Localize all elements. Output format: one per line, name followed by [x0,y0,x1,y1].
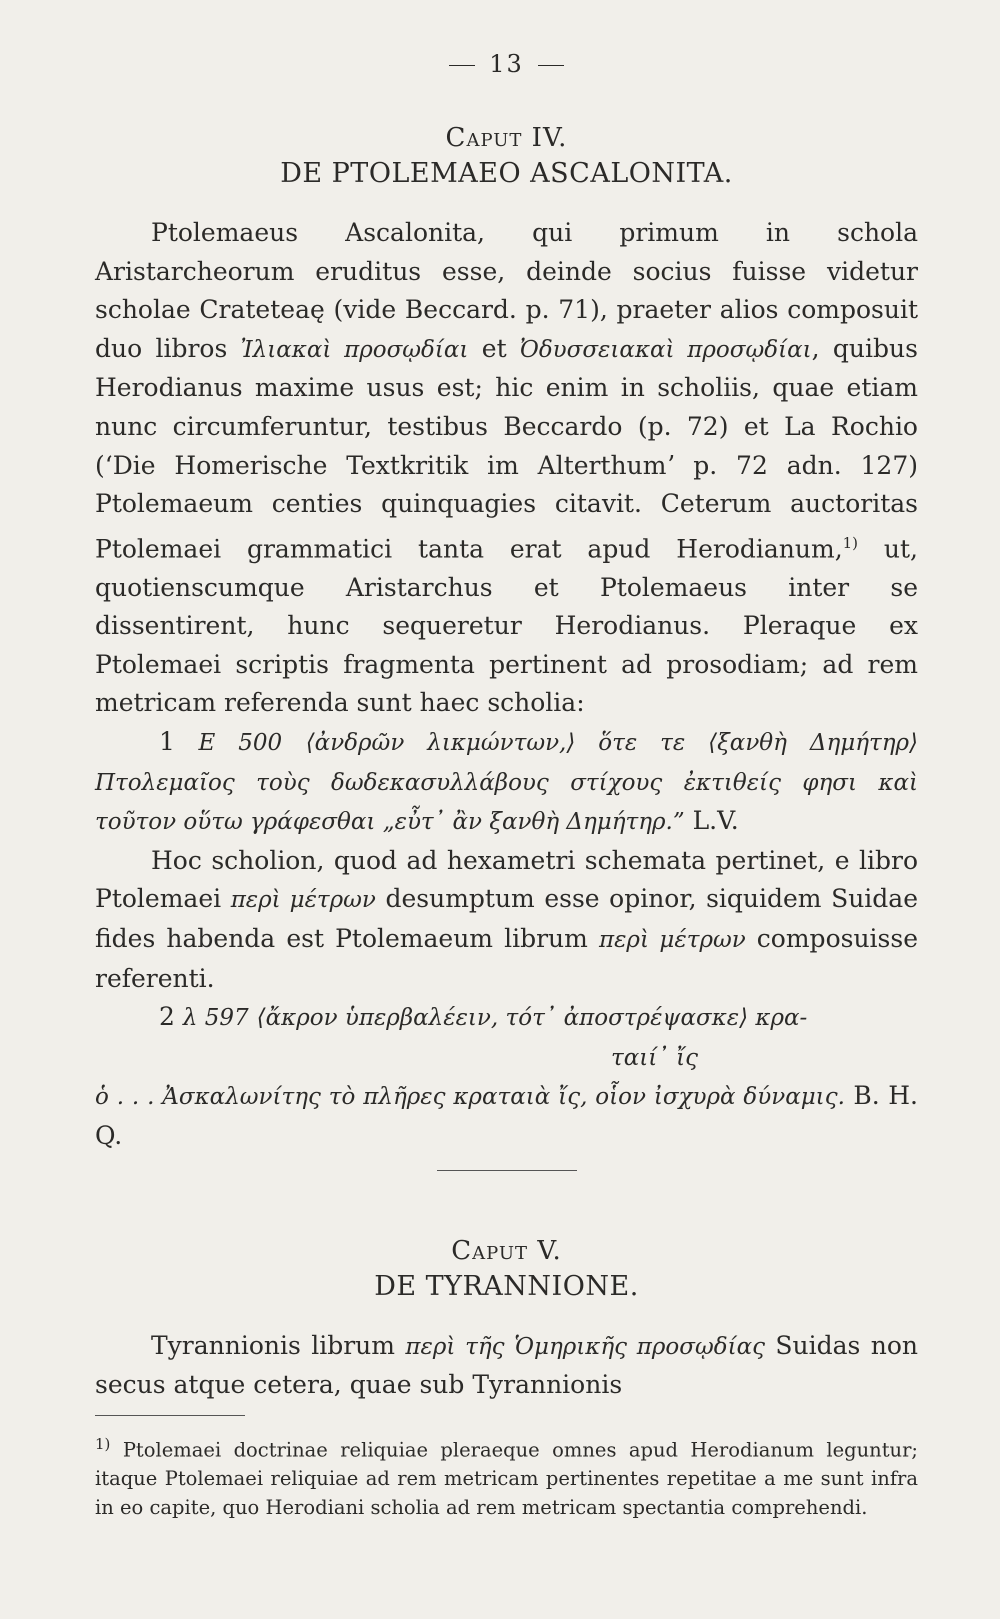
text-run: , quibus Herodianus maxime usus est; hic enim in scholiis, quae etiam nunc circumferuntur, testibus Beccardo (p. 72) et La Rochio (ʻDie Homerische Textkritik im Alterthumʼ p. 72 adn. 127) Ptolemaeum centies quinquagies citavit. Ceterum auctoritas Ptolemaei grammatici tanta erat apud Herodianum, [95,333,918,564]
scholion-greek-line-1: ⟨ἄκρον ὑπερβαλέειν, τότ᾿ ἀποστρέψασκε⟩ κρα- [256,1005,808,1032]
greek-title-peri-metron: περὶ μέτρων [230,887,376,914]
footnote-divider [95,1415,245,1416]
scholion-1 [95,723,918,842]
footnote-mark: 1) [95,1434,111,1453]
text-run: et [468,333,520,363]
page-number-dash-right [538,65,564,66]
chapter-5-paragraph-1 [95,1327,918,1405]
chapter-5-caput: Caput V. [451,1235,562,1266]
chapter-4-caput: Caput IV. [445,123,568,153]
scholion-greek-line-2: ταιί᾿ ἴς [610,1044,698,1071]
footnote-reference[interactable]: 1) [842,533,859,552]
scholion-reference: E 500 [198,730,283,757]
chapter-5-title: DE TYRANNIONE. [374,1270,639,1302]
greek-title-odyssey: Ὀδυσσειακαὶ προσῳδίαι [519,336,812,363]
page-number-dash-left [449,65,475,66]
text-run: ut, quotienscumque Aristarchus et Ptolemaeus inter se dissentirent, hunc sequeretur Herodianus. Pleraque ex Ptolemaei scriptis fragmenta pertinent ad prosodiam; ad rem metricam referenda sunt haec scholia: [95,534,918,718]
chapter-4-paragraph-1 [95,214,918,723]
scholion-number: 2 [159,1002,175,1032]
page-number-text: 13 [489,50,524,78]
text-run: Hoc scholion, quod ad hexametri schemata pertinet, e libro Ptolemaei [95,845,918,914]
text-run: Suidas non secus atque cetera, quae sub Tyrannionis [95,1330,918,1400]
scholion-2-line-2 [95,1038,918,1078]
scholion-source: L.V. [692,806,739,836]
page-number [95,50,918,78]
scholion-greek-text: ⟨ἀνδρῶν λικμώντων,⟩ ὅτε τε ⟨ξανθὴ Δημήτηρ⟩ Πτολεμαῖος τοὺς δωδεκασυλλάβους στίχους ἐκτιθείς φησι καὶ τοῦτον οὕτω γράφεσθαι „εὖτ᾿ ἂν ξανθὴ Δημήτηρ.” [95,730,918,836]
scholion-number: 1 [159,727,175,757]
text-run: composuisse referenti. [95,924,918,993]
footnote-text: Ptolemaei doctrinae reliquiae pleraeque omnes apud Herodianum leguntur; itaque Ptolemaei reliquiae ad rem metricam pertinentes repetitae a me sunt infra in eo capite, quo Herodiani scholia ad rem metricam spectantia comprehendi. [95,1438,919,1520]
greek-title-homeric-prosody: περὶ τῆς Ὁμηρικῆς προσῳδίας [405,1333,765,1360]
section-divider [437,1170,577,1171]
scholion-2-line-3 [95,1077,918,1155]
scholion-source: B. H. Q. [95,1081,919,1150]
footnote [95,1430,918,1523]
text-run: Ptolemaeus Ascalonita, qui primum in schola Aristarcheorum eruditus esse, deinde socius fuisse videtur scholae Crateteaę (vide Beccard. p. 71), praeter alios composuit duo libros [95,218,918,363]
text-run: Tyrannionis librum [151,1330,406,1360]
scholion-2 [95,998,918,1038]
greek-title-peri-metron: περὶ μέτρων [598,927,746,954]
chapter-4-paragraph-2 [95,842,918,998]
scholion-reference: λ 597 [182,1005,249,1032]
scholion-greek-line-3: ὁ . . . Ἀσκαλωνίτης τὸ πλῆρες κραταιὰ ἴς, οἷον ἰσχυρὰ δύναμις. [95,1084,845,1111]
chapter-4-title: DE PTOLEMAEO ASCALONITA. [280,158,733,189]
greek-title-iliad: Ἰλιακαὶ προσῳδίαι [240,336,469,363]
text-run: desumptum esse opinor, siquidem Suidae fides habenda est Ptolemaeum librum [95,884,919,954]
